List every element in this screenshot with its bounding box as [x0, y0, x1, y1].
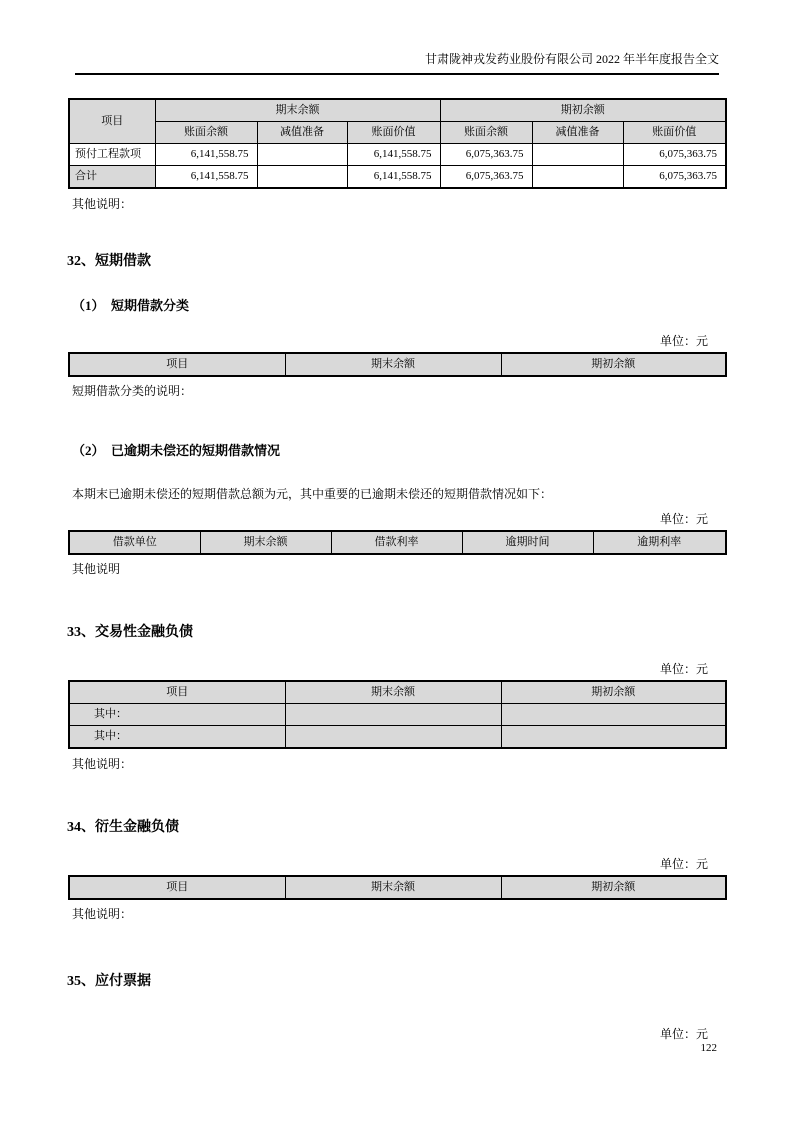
- document-header-title: 甘肃陇神戎发药业股份有限公司 2022 年半年度报告全文: [75, 52, 719, 75]
- col-header-beginning-balance: 期初余额: [501, 876, 726, 899]
- col-header-item: 项目: [69, 876, 285, 899]
- col-header-item: 项目: [69, 353, 285, 376]
- col-header-item: 项目: [69, 681, 285, 704]
- cell-end-book-value: 6,141,558.75: [347, 166, 440, 189]
- cell-end-impairment: [257, 166, 347, 189]
- overdue-loan-table: [68, 530, 727, 555]
- col-header-borrower: 借款单位: [69, 531, 200, 554]
- section-34-heading: 34、衍生金融负债: [67, 820, 179, 835]
- cell-end-book-balance: 6,141,558.75: [155, 144, 257, 166]
- cell-begin-impairment: [532, 144, 623, 166]
- cell-ending-balance: [285, 726, 501, 749]
- cell-item: 其中：: [69, 726, 285, 749]
- col-header-ending-balance: 期末余额: [285, 353, 501, 376]
- col-group-ending-balance: 期末余额: [155, 99, 440, 122]
- col-header-book-value: 账面价值: [623, 122, 726, 144]
- derivative-liabilities-table: [68, 875, 727, 900]
- table-row: [69, 726, 726, 749]
- col-header-ending-balance: 期末余额: [200, 531, 331, 554]
- col-header-item: 项目: [69, 99, 155, 144]
- other-note: 其他说明：: [72, 907, 133, 921]
- col-header-book-value: 账面价值: [347, 122, 440, 144]
- unit-label: 单位：元: [659, 857, 708, 871]
- other-note: 其他说明：: [72, 197, 133, 211]
- col-header-overdue-time: 逾期时间: [462, 531, 593, 554]
- col-header-impairment: 减值准备: [532, 122, 623, 144]
- section-33-heading: 33、交易性金融负债: [67, 625, 193, 640]
- cell-begin-impairment: [532, 166, 623, 189]
- cell-item: 其中：: [69, 704, 285, 726]
- cell-beginning-balance: [501, 726, 726, 749]
- cell-end-impairment: [257, 144, 347, 166]
- page-number: 122: [700, 1042, 717, 1054]
- cell-begin-book-balance: 6,075,363.75: [440, 144, 532, 166]
- cell-begin-book-value: 6,075,363.75: [623, 166, 726, 189]
- section-32-2-heading: （2） 已逾期未偿还的短期借款情况: [72, 443, 281, 458]
- cell-item: 预付工程款项: [69, 144, 155, 166]
- cell-end-book-value: 6,141,558.75: [347, 144, 440, 166]
- cell-begin-book-value: 6,075,363.75: [623, 144, 726, 166]
- cell-item-total: 合计: [69, 166, 155, 189]
- prepaid-payments-table: [68, 98, 727, 189]
- col-header-beginning-balance: 期初余额: [501, 353, 726, 376]
- unit-label: 单位：元: [659, 662, 708, 676]
- other-note: 其他说明：: [72, 757, 133, 771]
- unit-label: 单位：元: [659, 512, 708, 526]
- unit-label: 单位：元: [659, 334, 708, 348]
- col-header-loan-rate: 借款利率: [331, 531, 462, 554]
- col-header-overdue-rate: 逾期利率: [593, 531, 726, 554]
- col-header-book-balance: 账面余额: [440, 122, 532, 144]
- table-row: [69, 704, 726, 726]
- col-header-beginning-balance: 期初余额: [501, 681, 726, 704]
- other-note: 其他说明: [72, 562, 121, 576]
- section-32-1-heading: （1） 短期借款分类: [72, 298, 190, 313]
- section-35-heading: 35、应付票据: [67, 974, 151, 989]
- table-row-total: [69, 166, 726, 189]
- overdue-loan-paragraph: 本期末已逾期未偿还的短期借款总额为元，其中重要的已逾期未偿还的短期借款情况如下：: [72, 487, 553, 501]
- unit-label: 单位：元: [659, 1027, 708, 1041]
- loan-class-note: 短期借款分类的说明：: [72, 384, 193, 398]
- col-group-beginning-balance: 期初余额: [440, 99, 726, 122]
- cell-beginning-balance: [501, 704, 726, 726]
- cell-begin-book-balance: 6,075,363.75: [440, 166, 532, 189]
- trading-liabilities-table: [68, 680, 727, 749]
- col-header-impairment: 减值准备: [257, 122, 347, 144]
- col-header-ending-balance: 期末余额: [285, 681, 501, 704]
- col-header-book-balance: 账面余额: [155, 122, 257, 144]
- section-32-heading: 32、短期借款: [67, 254, 151, 269]
- table-row: [69, 144, 726, 166]
- cell-end-book-balance: 6,141,558.75: [155, 166, 257, 189]
- short-term-loan-class-table: [68, 352, 727, 377]
- col-header-ending-balance: 期末余额: [285, 876, 501, 899]
- cell-ending-balance: [285, 704, 501, 726]
